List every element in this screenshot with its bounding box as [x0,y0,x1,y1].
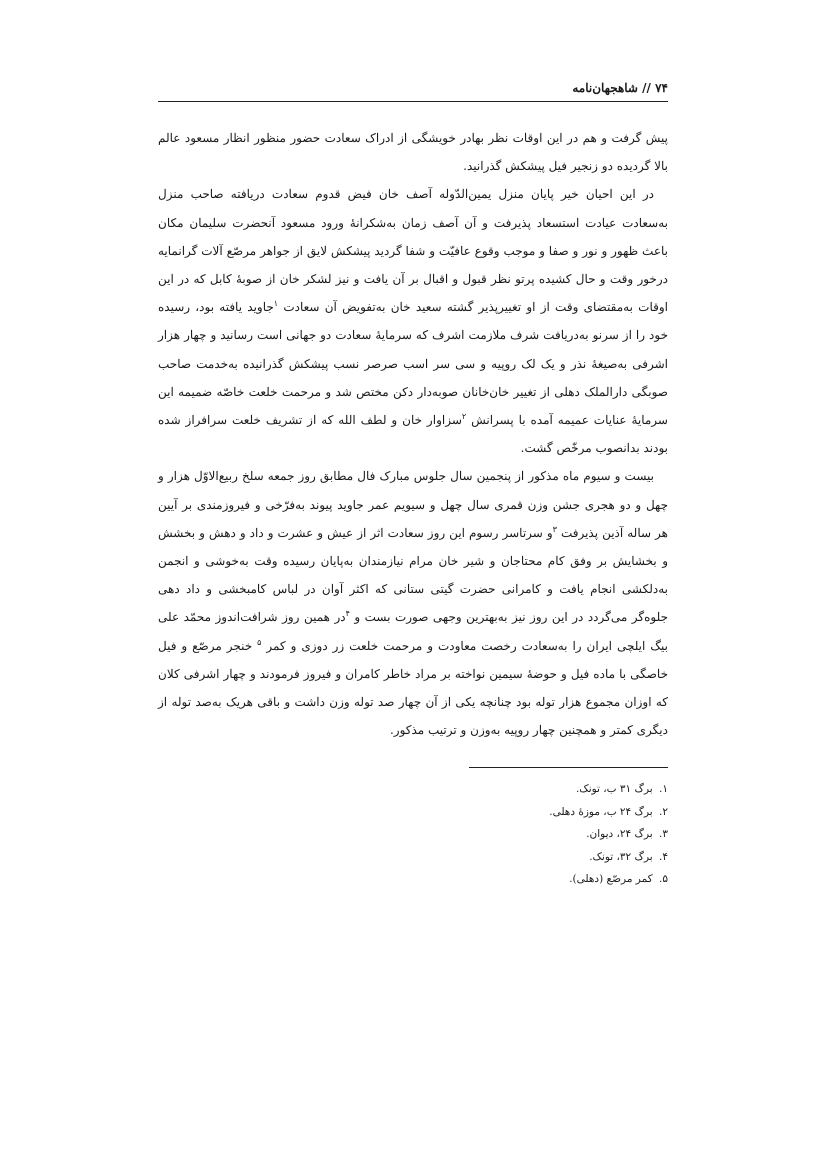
footnote-text: برگ ۳۲، تونک. [589,850,653,863]
footnote-ref-3[interactable]: ۳ [552,524,557,534]
footnote-ref-5[interactable]: ۵ [257,637,262,647]
running-header: ۷۴ // شاهجهان‌نامه [572,81,668,95]
footnote-ref-4[interactable]: ۴ [345,609,350,619]
paragraph-text: و سرتاسر رسوم این روز سعادت اثر از عیش و عشرت و داد و دهش و بخشش و بخشایش بر وفق کام محتاجان و شیر خان مرام نیازمندان به‌پایان رسیده وقت به‌خوشی و انجمن به‌دلکشی انجام یافت و کامرانی حضرت گیتی ستانی که اکثر آوان در لباس کامبخشی و داد دهی جلوه‌گر می‌گردد در این روز نیز به‌بهترین وجهی صورت بست و [158,525,668,625]
footnote-text: برگ ۳۱ ب، تونک. [575,783,653,795]
paragraph-text: جاوید یافته بود، رسیده خود را از سرنو به‌دریافت شرف ملازمت اشرف که سرمایهٔ سعادت دو جهانی است رسانید و چهار هزار اشرفی به‌صیغهٔ نذر و یک لک روپیه و سی سر اسب صرصر نسب پیشکش گذرانیده به‌خدمت صاحب صوبگی دارالملک دهلی از تغییر خان‌خانان صوبه‌دار دکن مختص شد و مرحمت خلعت خاصّه ضمیمه این سرمایهٔ عنایات عمیمه آمده با پسرانش [158,300,668,428]
footnote-text: کمر مرصّع (دهلی). [569,873,653,885]
paragraph-3 [158,462,668,744]
footnote-text: برگ ۲۴، دیوان. [586,828,653,840]
footnote-number: ۱. [659,783,668,795]
header-rule [158,101,668,102]
footnote-item [380,868,668,891]
paragraph-text: خنجر مرصّع و فیل خاصگی با ماده فیل و حوضهٔ سیمین نواخته بر مراد خاطر کامران و فیروز فرمودند و چهار اشرفی کلان که اوزان مجموع هزار توله بود چنانچه یکی از آن چهار صد توله وزن داشت و باقی هریک به‌صد توله از دیگری کمتر و همچنین چهار روپیه به‌وزن و ترتیب مذکور. [158,638,668,738]
footnote-rule [469,767,668,768]
paragraph-text: بیست و سیوم ماه مذکور از پنجمین سال جلوس مبارک فال مطابق روز جمعه سلخ ربیع‌الاوّل هزار و چهل و دو هجری جشن وزن قمری سال چهل و سیویم عمر جاوید پیوند به‌فرّخی و فیروزمندی بر آیین هر ساله آذین پذیرفت [158,469,668,540]
footnote-item [380,778,668,801]
footnote-item [380,846,668,869]
footnote-item [380,801,668,824]
footnote-ref-2[interactable]: ۲ [461,412,467,422]
paragraph-text: سزاوار خان و لطف الله که از تشریف خلعت سرافراز شده بودند بدانصوب مرخّص گشت. [158,413,668,456]
paragraph-text: در این احیان خیر پایان منزل یمین‌الدّوله آصف خان فیض قدوم سعادت دریافته صاحب منزل به‌سعادت عیادت استسعاد پذیرفت و آن آصف زمان به‌شکرانهٔ ورود مسعود آنحضرت سلیمان مکان باعث ظهور و نور و صفا و موجب وقوع عافیّت و شفا گردید پیشکش لایق از جواهر مرصّع آلات گرانمایه درخور وقت و حال کشیده پرتو نظر قبول و اقبال بر آن یافت و نیز لشکر خان از صوبهٔ کابل که در این اوقات به‌مقتضای وقت از او تغییرپذیر گشته سعید خان به‌تفویض آن سعادت [158,187,668,315]
footnote-text: برگ ۲۴ ب، موزهٔ دهلی. [549,805,653,818]
footnote-number: ۴. [659,850,668,863]
footnote-number: ۲. [659,805,668,818]
footnote-item [380,823,668,846]
footnote-ref-1[interactable]: ۱ [273,299,279,309]
footnote-number: ۳. [659,828,668,840]
footnotes-list [380,778,668,891]
footnote-number: ۵. [659,873,668,885]
paragraph-text: پیش گرفت و هم در این اوقات نظر بهادر خویشگی از ادراک سعادت حضور منظور انظار مسعود عالم بالا گردیده دو زنجیر فیل پیشکش گذرانید. [158,131,668,174]
paragraph-text: در همین روز شرافت‌اندوز محمّد علی بیگ ایلچی ایران را به‌سعادت رخصت معاودت و مرحمت خلعت زر دوزی و کمر [158,610,669,653]
paragraph-2 [158,180,668,462]
paragraph-1 [158,124,668,180]
main-text [158,124,668,744]
